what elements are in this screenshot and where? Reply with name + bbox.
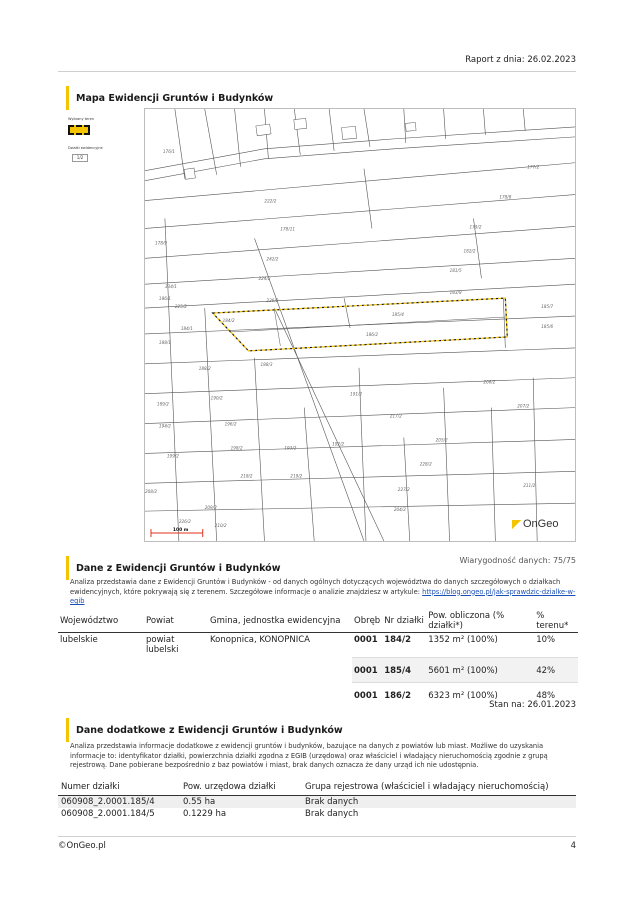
cell-obreb: 0001: [352, 682, 382, 707]
cell-teren: 42%: [534, 657, 578, 682]
plot-label: 176/1: [162, 148, 175, 154]
legend-selected-label: Wybrany teren: [68, 117, 94, 121]
plot-label: 217/2: [389, 413, 402, 419]
cell-wojewodztwo: lubelskie: [60, 635, 98, 645]
plot-label: 210/2: [214, 523, 227, 529]
cell-nr-dzialki: 186/2: [382, 682, 426, 707]
ongeo-logo: OnGeo: [512, 518, 558, 530]
top-divider: [58, 71, 576, 72]
plot-label: 183/8: [449, 290, 462, 296]
plot-label: 186/1: [158, 296, 171, 302]
plot-label: 182/2: [463, 248, 476, 254]
plot-label: 189/2: [156, 401, 169, 407]
plot-label: 225/2: [174, 304, 187, 310]
plot-label: 181/5: [449, 268, 462, 274]
plot-label: 199/2: [166, 453, 179, 459]
plot-label: 207/2: [517, 403, 530, 409]
plot-label: 209/2: [204, 505, 217, 511]
report-date: Raport z dnia: 26.02.2023: [465, 55, 576, 65]
egib-section-title: Dane z Ewidencji Gruntów i Budynków: [66, 562, 280, 576]
plot-label: 193/2: [284, 445, 297, 451]
article-link[interactable]: https://blog.ongeo.pl/jak-sprawdzic-dzialke-w-egib: [70, 587, 576, 606]
plot-label: 334/1: [164, 284, 177, 290]
plot-label: 178/8: [499, 194, 512, 200]
col-grupa-rejestrowa: Grupa rejestrowa (właściciel i władający nieruchomością): [302, 779, 576, 795]
plot-label: 188/2: [198, 365, 211, 371]
egib-table: [58, 610, 578, 707]
plot-label: 185/4: [391, 312, 404, 318]
cell-grupa: Brak danych: [302, 795, 576, 808]
col-obreb: Obręb: [352, 610, 382, 633]
cell-teren: 48%: [534, 682, 578, 707]
plot-label: 204/2: [393, 507, 406, 513]
plot-label: 196/2: [224, 421, 237, 427]
col-powiat: Powiat: [144, 610, 208, 633]
plot-label: 188/1: [158, 339, 171, 345]
extra-table: [58, 779, 576, 820]
cell-nr-dzialki: 184/2: [384, 635, 411, 645]
plot-label: 192/2: [332, 441, 345, 447]
cell-pow: 6323 m² (100%): [426, 682, 534, 707]
cell-obreb: 0001: [352, 657, 382, 682]
plot-label: 228/2: [419, 461, 432, 467]
plot-label: 185/6: [541, 323, 554, 329]
plot-label: 208/2: [145, 489, 158, 495]
legend-plots-swatch: 1/2: [72, 154, 88, 162]
legend-plots-label: Działki ewidencyjne: [68, 146, 103, 150]
plot-label: 178/9: [154, 240, 167, 246]
plot-label: 226/2: [178, 519, 191, 525]
cell-pow: 1352 m² (100%): [428, 635, 498, 645]
stan-date: Stan na: 26.01.2023: [489, 700, 576, 710]
extra-description: Analiza przedstawia informacje dodatkowe z ewidencji gruntów i budynków, bazujące na danych z powiatów lub miast. Możliwe do uzyskania informacje to: identyfikator działki, powierzchnia działki zgodna z EGIB (urzędowa) oraz właściciel i władający nieruchomością zgodnie z grupą rejestrową. Dane pobierane bezpośrednio z baz powiatów i miast, brak danych oznacza że dany urząd ich nie udostępnia.: [70, 742, 548, 770]
plot-label: 185/7: [541, 304, 554, 310]
plot-label: 178/11: [280, 226, 296, 232]
cell-obreb: 0001: [354, 635, 378, 645]
plot-label: 184/2: [222, 318, 235, 324]
footer-divider: [58, 836, 576, 837]
map-panel: [60, 108, 576, 542]
table-row: [58, 795, 576, 808]
cell-nr-dzialki: 185/4: [382, 657, 426, 682]
plot-label: 194/2: [158, 423, 171, 429]
cell-teren: 10%: [536, 635, 556, 645]
egib-description: Analiza przedstawia dane z Ewidencji Gruntów i Budynków - od danych ogólnych dotyczących województwa do danych szczegółowych o działkach ewidencyjnych, które pokrywają się z terenem. Szczegółowe informacje o analizie znajdziesz w artykule: https://blog.ongeo.pl/jak-sprawdzic-dzialke-w-egib: [70, 578, 576, 606]
plot-label: 186/2: [365, 331, 379, 337]
scale-label: 100 m: [172, 528, 189, 534]
plot-label: 179/2: [469, 224, 482, 230]
plot-label: 184/1: [180, 325, 193, 331]
plot-label: 226/2: [266, 298, 279, 304]
cell-grupa: Brak danych: [305, 808, 359, 819]
table-row: [58, 657, 578, 682]
col-procent-terenu: % terenu*: [534, 610, 578, 633]
plot-label: 177/2: [527, 164, 540, 170]
map-section-title: Mapa Ewidencji Gruntów i Budynków: [66, 92, 273, 106]
table-row: [58, 808, 576, 820]
cell-gmina: Konopnica, KONOPNICA: [210, 635, 310, 645]
plot-label: 222/2: [264, 198, 277, 204]
cell-pow: 5601 m² (100%): [426, 657, 534, 682]
scale-bar: [151, 527, 203, 537]
plot-label: 191/2: [350, 391, 363, 397]
footer-copyright: ©OnGeo.pl: [58, 841, 106, 851]
col-gmina: Gmina, jednostka ewidencyjna: [208, 610, 352, 633]
plot-label: 227/2: [397, 487, 410, 493]
plot-label: 224/2: [258, 276, 271, 282]
col-wojewodztwo: Województwo: [58, 610, 144, 633]
plot-label: 242/2: [266, 256, 279, 262]
plot-label: 218/2: [240, 473, 253, 479]
plot-label: 211/2: [523, 483, 536, 489]
map-legend: [60, 108, 142, 188]
extra-section-title: Dane dodatkowe z Ewidencji Gruntów i Budynków: [66, 724, 343, 738]
table-row: [58, 633, 578, 658]
plot-label: 198/2: [230, 445, 243, 451]
ongeo-logo-icon: [512, 520, 521, 529]
cell-numer: 060908_2.0001.185/4: [58, 795, 180, 808]
cell-pow-urzedowa: 0.1229 ha: [183, 808, 227, 819]
cadastral-map[interactable]: [144, 108, 576, 542]
col-numer-dzialki: Numer działki: [58, 779, 180, 795]
plot-label: 219/2: [290, 473, 303, 479]
cell-numer: 060908_2.0001.184/5: [61, 808, 155, 819]
plot-label: 188/3: [260, 361, 273, 367]
reliability-note: Wiarygodność danych: 75/75: [459, 556, 576, 565]
plot-label: 206/2: [483, 379, 496, 385]
cell-powiat: powiat lubelski: [146, 635, 179, 655]
col-nr-dzialki: Nr działki: [382, 610, 426, 633]
col-pow-obliczona: Pow. obliczona (% działki*): [426, 610, 534, 633]
plot-label: 205/2: [435, 437, 448, 443]
col-pow-urzedowa: Pow. urzędowa działki: [180, 779, 302, 795]
plot-label: 190/2: [210, 395, 223, 401]
legend-selected-swatch: [68, 125, 90, 135]
page-number: 4: [570, 841, 576, 851]
cell-pow-urzedowa: 0.55 ha: [180, 795, 302, 808]
